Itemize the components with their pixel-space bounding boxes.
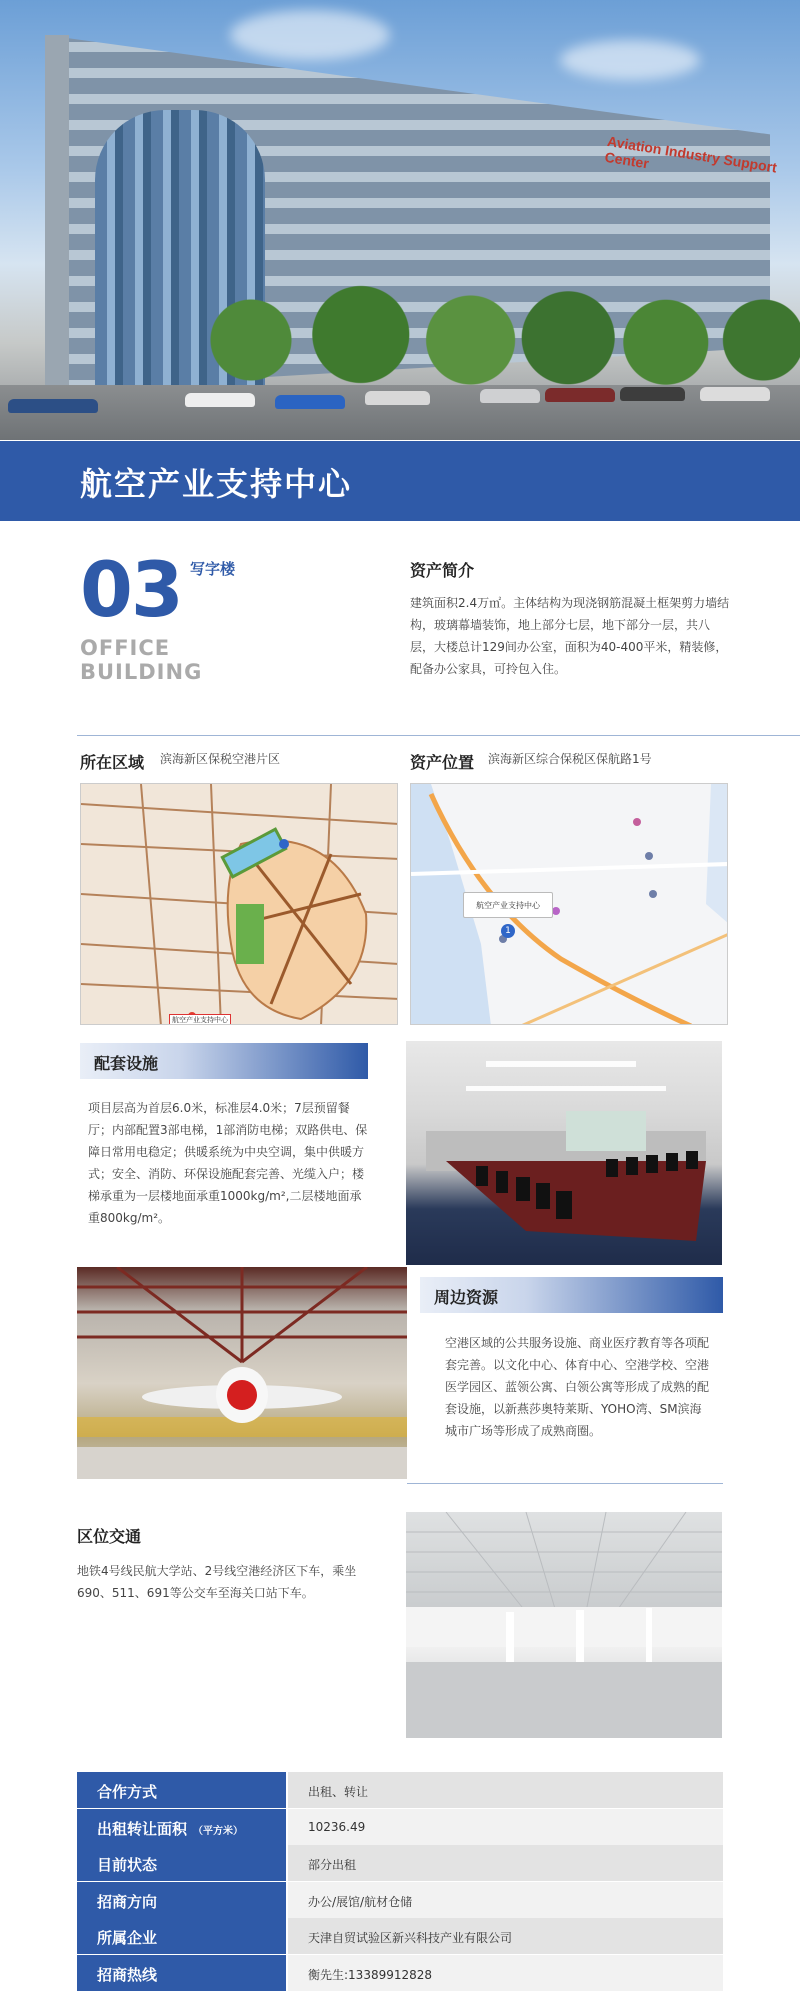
trees xyxy=(190,285,800,395)
table-row xyxy=(77,1882,723,1918)
facilities-text: 项目层高为首层6.0米，标准层4.0米；7层预留餐厅；内部配置3部电梯，1部消防电梯；双路供电、保障日常用电稳定；供暖系统为中央空调，集中供暖方式；安全、消防、环保设施配套完善、光缆入户；楼梯承重为一层楼地面承重1000kg/m²,二层楼地面承重800kg/m²。 xyxy=(88,1101,368,1225)
transport-text: 地铁4号线民航大学站、2号线空港经济区下车，乘坐690、511、691等公交车至海关口站下车。 xyxy=(77,1564,357,1600)
category-cn: 写字楼 xyxy=(190,560,236,578)
area-map xyxy=(80,783,398,1025)
category-en-line1: OFFICE xyxy=(80,636,171,660)
position-heading: 资产位置 xyxy=(410,753,475,772)
page-title: 航空产业支持中心 xyxy=(80,465,353,503)
title-band xyxy=(0,441,800,521)
area-value: 滨海新区保税空港片区 xyxy=(160,752,281,766)
facilities-label xyxy=(80,1043,368,1079)
surroundings-label xyxy=(420,1277,723,1313)
table-row xyxy=(77,1809,723,1845)
category-en-line2: BUILDING xyxy=(80,660,203,684)
position-map-drawing xyxy=(411,784,728,1025)
row-key: 所属企业 xyxy=(77,1918,286,1954)
hero-building-photo xyxy=(0,0,800,440)
position-map xyxy=(410,783,728,1025)
asset-intro-text: 建筑面积2.4万㎡。主体结构为现浇钢筋混凝土框架剪力墙结构，玻璃幕墙装饰，地上部分七层，地下部分一层，共八层，大楼总计129间办公室，面积为40-400平米，精装修，配备办公家具，可拎包入住。 xyxy=(410,596,730,676)
transport-heading: 区位交通 xyxy=(77,1527,142,1546)
building-sign: Aviation Industry Support Center xyxy=(603,132,778,176)
info-table xyxy=(77,1772,723,1991)
table-row xyxy=(77,1918,723,1954)
hotline-value: 衡先生:13389912828 xyxy=(288,1955,723,1991)
section-number: 03 xyxy=(80,545,182,634)
row-key: 合作方式 xyxy=(77,1772,286,1808)
table-row xyxy=(77,1955,723,1991)
row-key: 招商热线 xyxy=(77,1955,286,1991)
aircraft-hangar-photo xyxy=(77,1267,407,1479)
map-pin-icon: 1 xyxy=(501,924,515,938)
row-value: 天津自贸试验区新兴科技产业有限公司 xyxy=(288,1918,723,1954)
divider xyxy=(77,735,800,736)
row-value: 部分出租 xyxy=(288,1845,723,1881)
table-row xyxy=(77,1845,723,1881)
row-value: 办公/展馆/航材仓储 xyxy=(288,1882,723,1918)
surroundings-text: 空港区域的公共服务设施、商业医疗教育等各项配套完善。以文化中心、体育中心、空港学校、空港医学园区、蓝领公寓、白领公寓等形成了成熟的配套设施，以新燕莎奥特莱斯、YOHO湾、SM滨海城市广场等形成了成熟商圈。 xyxy=(445,1336,710,1438)
table-row xyxy=(77,1772,723,1808)
row-value: 10236.49 xyxy=(288,1809,723,1845)
conference-room-photo xyxy=(406,1041,722,1265)
facilities-heading: 配套设施 xyxy=(94,1054,159,1073)
open-office-photo xyxy=(406,1512,722,1738)
row-key: 目前状态 xyxy=(77,1845,286,1881)
parking-lot xyxy=(0,385,800,440)
area-heading: 所在区域 xyxy=(80,753,145,772)
asset-intro-heading: 资产简介 xyxy=(410,561,475,580)
map1-marker-label: 航空产业支持中心 xyxy=(169,1014,231,1025)
row-key: 招商方向 xyxy=(77,1882,286,1918)
area-map-drawing xyxy=(81,784,398,1025)
surroundings-heading: 周边资源 xyxy=(434,1288,499,1307)
row-value: 出租、转让 xyxy=(288,1772,723,1808)
map2-marker-label: 航空产业支持中心 xyxy=(463,892,553,918)
position-value: 滨海新区综合保税区保航路1号 xyxy=(488,752,652,766)
divider xyxy=(407,1483,723,1484)
row-key: 出租转让面积 （平方米） xyxy=(77,1809,286,1845)
